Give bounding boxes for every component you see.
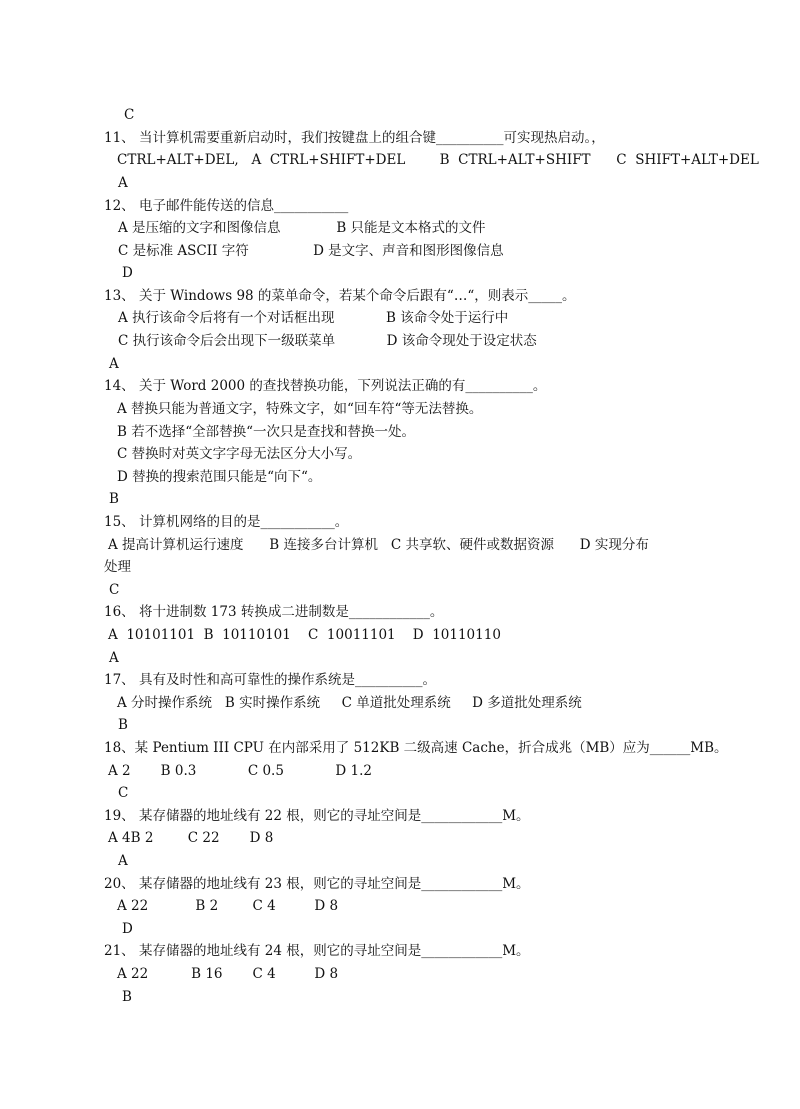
options-line: C 执行该命令后会出现下一级联菜单 D 该命令现处于设定状态 — [118, 333, 537, 349]
answer-line: A — [118, 175, 128, 191]
question-17: 17、 具有及时性和高可靠性的操作系统是__________。 — [104, 672, 436, 688]
options-line: A 分时操作系统 B 实时操作系统 C 单道批处理系统 D 多道批处理系统 — [117, 695, 582, 711]
answer-line: D — [122, 921, 133, 937]
answer-line: A — [118, 853, 128, 869]
options-line: B 若不选择“全部替换“一次只是查找和替换一处。 — [117, 424, 416, 440]
question-16: 16、 将十进制数 173 转换成二进制数是____________。 — [104, 604, 444, 620]
answer-line: D — [122, 265, 133, 281]
question-21: 21、 某存储器的地址线有 24 根，则它的寻址空间是____________M。 — [104, 943, 530, 959]
options-line: C 替换时对英文字字母无法区分大小写。 — [117, 446, 362, 462]
options-line: A 提高计算机运行速度 B 连接多台计算机 C 共享软、硬件或数据资源 D 实现分布 — [108, 537, 649, 553]
options-line: D 替换的搜索范围只能是“向下“。 — [117, 469, 322, 485]
options-line: A 2 B 0.3 C 0.5 D 1.2 — [108, 763, 373, 779]
question-11: 11、 当计算机需要重新启动时，我们按键盘上的组合键__________可实现热启动。， — [104, 130, 605, 146]
question-14: 14、 关于 Word 2000 的查找替换功能，下列说法正确的有__________。 — [104, 378, 547, 394]
answer-line: B — [118, 717, 128, 733]
question-18: 18、某 Pentium III CPU 在内部采用了 512KB 二级高速 Cache，折合成兆（MB）应为______MB。 — [104, 740, 728, 756]
question-13: 13、 关于 Windows 98 的菜单命令，若某个命令后跟有“…“，则表示_____。 — [104, 288, 576, 304]
answer-line: A — [109, 356, 119, 372]
question-15: 15、 计算机网络的目的是___________。 — [104, 514, 349, 530]
question-12: 12、 电子邮件能传送的信息___________ — [104, 198, 349, 214]
options-line: C 是标准 ASCII 字符 D 是文字、声音和图形图像信息 — [118, 243, 504, 259]
question-19: 19、 某存储器的地址线有 22 根，则它的寻址空间是____________M。 — [104, 808, 530, 824]
options-line: A 替换只能为普通文字，特殊文字，如“回车符“等无法替换。 — [117, 401, 483, 417]
answer-line: C — [109, 582, 120, 598]
options-line: A 22 B 2 C 4 D 8 — [117, 898, 339, 914]
options-line: 处理 — [104, 559, 131, 575]
answer-line: B — [109, 491, 119, 507]
question-20: 20、 某存储器的地址线有 23 根，则它的寻址空间是____________M。 — [104, 876, 530, 892]
options-line: CTRL+ALT+DEL, A CTRL+SHIFT+DEL B CTRL+ALT+SHIFT C SHIFT+ALT+DEL — [117, 152, 759, 168]
answer-line: C — [118, 785, 129, 801]
answer-line: A — [109, 650, 119, 666]
answer-line: C — [124, 107, 135, 123]
options-line: A 22 B 16 C 4 D 8 — [117, 966, 339, 982]
options-line: A 4B 2 C 22 D 8 — [108, 830, 274, 846]
answer-line: B — [122, 989, 132, 1005]
options-line: A 是压缩的文字和图像信息 B 只能是文本格式的文件 — [118, 220, 486, 236]
options-line: A 执行该命令后将有一个对话框出现 B 该命令处于运行中 — [118, 310, 509, 326]
options-line: A 10101101 B 10110101 C 10011101 D 10110110 — [108, 627, 501, 643]
